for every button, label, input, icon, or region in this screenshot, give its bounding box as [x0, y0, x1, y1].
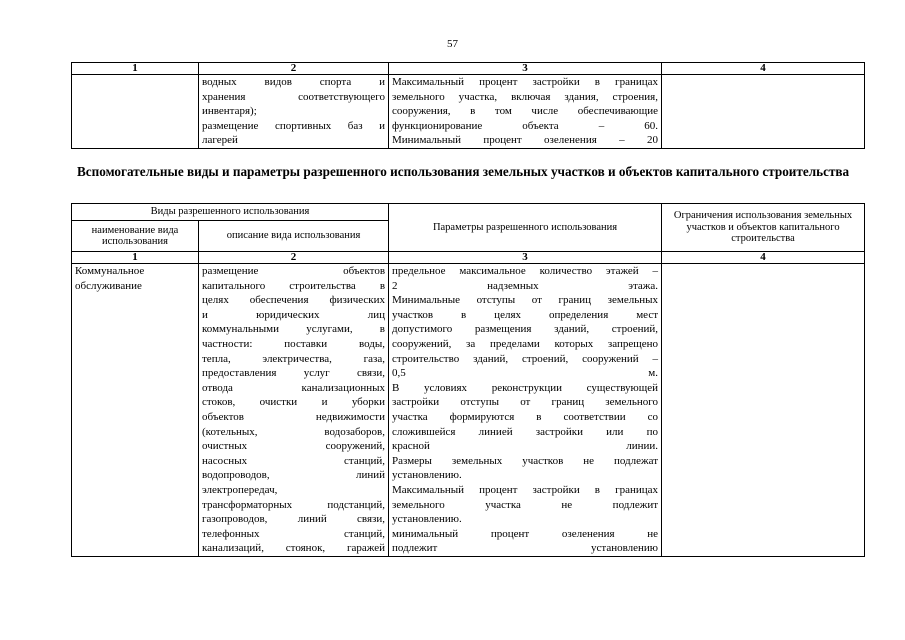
- text-line: капитального строительства в: [202, 279, 386, 292]
- text-line: Максимальный процент застройки в границах: [392, 76, 658, 88]
- text-line: Минимальные отступы от границ земельных: [392, 294, 659, 307]
- text-line: сооружений, за пределами которых запрещено: [392, 337, 659, 350]
- text-line: размещение объектов: [202, 265, 386, 277]
- text-line: допустимого размещения зданий, строений,: [392, 323, 659, 336]
- section-heading: Вспомогательные виды и параметры разрешенного использования земельных участков и объектов капитального строительства: [77, 164, 850, 179]
- text-line: подлежит установлению: [392, 542, 659, 555]
- col-number-1: 1: [72, 63, 199, 75]
- row-description: [199, 264, 389, 557]
- row-name: [72, 264, 199, 557]
- text-line: 2 надземных этажа.: [392, 279, 659, 292]
- col-number-3: 3: [389, 252, 662, 264]
- text-line: Максимальный процент застройки в границах: [392, 483, 659, 496]
- col-number-4: 4: [662, 252, 865, 264]
- header-name: наименование вида использования: [72, 221, 199, 252]
- text-line: участка формируются в соответствии со: [392, 410, 659, 423]
- text-line: Минимальный процент озеленения – 20: [392, 134, 658, 147]
- top-cell-parameters: [389, 75, 662, 149]
- text-line: хранения соответствующего: [202, 90, 385, 103]
- text-line: очистных сооружений,: [202, 440, 386, 453]
- header-restrictions: Ограничения использования земельных участков и объектов капитального строительства: [662, 204, 865, 252]
- text-line: участков в целях определения мест: [392, 308, 659, 321]
- col-number-1: 1: [72, 252, 199, 264]
- text-line: отвода канализационных: [202, 381, 386, 394]
- text-line: канализаций, стоянок, гаражей: [202, 542, 386, 555]
- text-line: стоков, очистки и уборки: [202, 396, 386, 409]
- text-line: тепла, электричества, газа,: [202, 352, 386, 365]
- text-line: трансформаторных подстанций,: [202, 498, 386, 511]
- col-number-2: 2: [199, 252, 389, 264]
- text-line: земельного участка не подлежит: [392, 498, 659, 511]
- text-line: сложившейся линией застройки или по: [392, 425, 659, 438]
- page-number: 57: [447, 38, 458, 50]
- header-group: Виды разрешенного использования: [72, 204, 389, 221]
- text-line: В условиях реконструкции существующей: [392, 381, 659, 394]
- text-line: Размеры земельных участков не подлежат: [392, 454, 659, 467]
- text-line: предоставления услуг связи,: [202, 367, 386, 380]
- text-line: сооружения, в том числе обеспечивающие: [392, 105, 658, 118]
- col-number-4: 4: [662, 63, 865, 75]
- text-line: телефонных станций,: [202, 527, 386, 540]
- row-parameters: [389, 264, 662, 557]
- text-line: насосных станций,: [202, 454, 386, 467]
- text-line: размещение спортивных баз и: [202, 119, 385, 132]
- text-line: функционирование объекта – 60.: [392, 119, 658, 132]
- header-description: описание вида использования: [199, 221, 389, 252]
- text-line: обслуживание: [75, 279, 142, 292]
- text-line: (котельных, водозаборов,: [202, 425, 386, 438]
- text-line: инвентаря);: [202, 105, 257, 118]
- top-cell-restrictions: [662, 75, 865, 149]
- text-line: коммунальными услугами, в: [202, 323, 386, 336]
- text-line: Коммунальное: [75, 265, 145, 277]
- text-line: объектов недвижимости: [202, 410, 386, 423]
- text-line: минимальный процент озеленения не: [392, 527, 659, 540]
- text-line: застройки отступы от границ земельного: [392, 396, 659, 409]
- text-line: водопроводов, линий: [202, 469, 386, 482]
- text-line: водных видов спорта и: [202, 76, 385, 88]
- text-line: строительство зданий, строений, сооружений –: [392, 352, 659, 365]
- text-line: красной линии.: [392, 440, 659, 453]
- text-line: частности: поставки воды,: [202, 337, 386, 350]
- text-line: электропередач,: [202, 483, 278, 496]
- col-number-3: 3: [389, 63, 662, 75]
- text-line: целях обеспечения физических: [202, 294, 386, 307]
- text-line: 0,5 м.: [392, 367, 659, 380]
- text-line: газопроводов, линий связи,: [202, 513, 386, 526]
- top-cell-name: [72, 75, 199, 149]
- top-cell-description: [199, 75, 389, 149]
- text-line: установлению.: [392, 469, 462, 482]
- text-line: установлению.: [392, 513, 462, 526]
- top-table: [71, 62, 865, 149]
- text-line: земельного участка, включая здания, строения,: [392, 90, 658, 103]
- text-line: предельное максимальное количество этажей –: [392, 265, 659, 277]
- col-number-2: 2: [199, 63, 389, 75]
- row-restrictions: [662, 264, 865, 557]
- header-parameters: Параметры разрешенного использования: [389, 204, 662, 252]
- text-line: лагерей: [202, 134, 238, 147]
- main-table: [71, 203, 865, 557]
- text-line: и юридических лиц: [202, 308, 386, 321]
